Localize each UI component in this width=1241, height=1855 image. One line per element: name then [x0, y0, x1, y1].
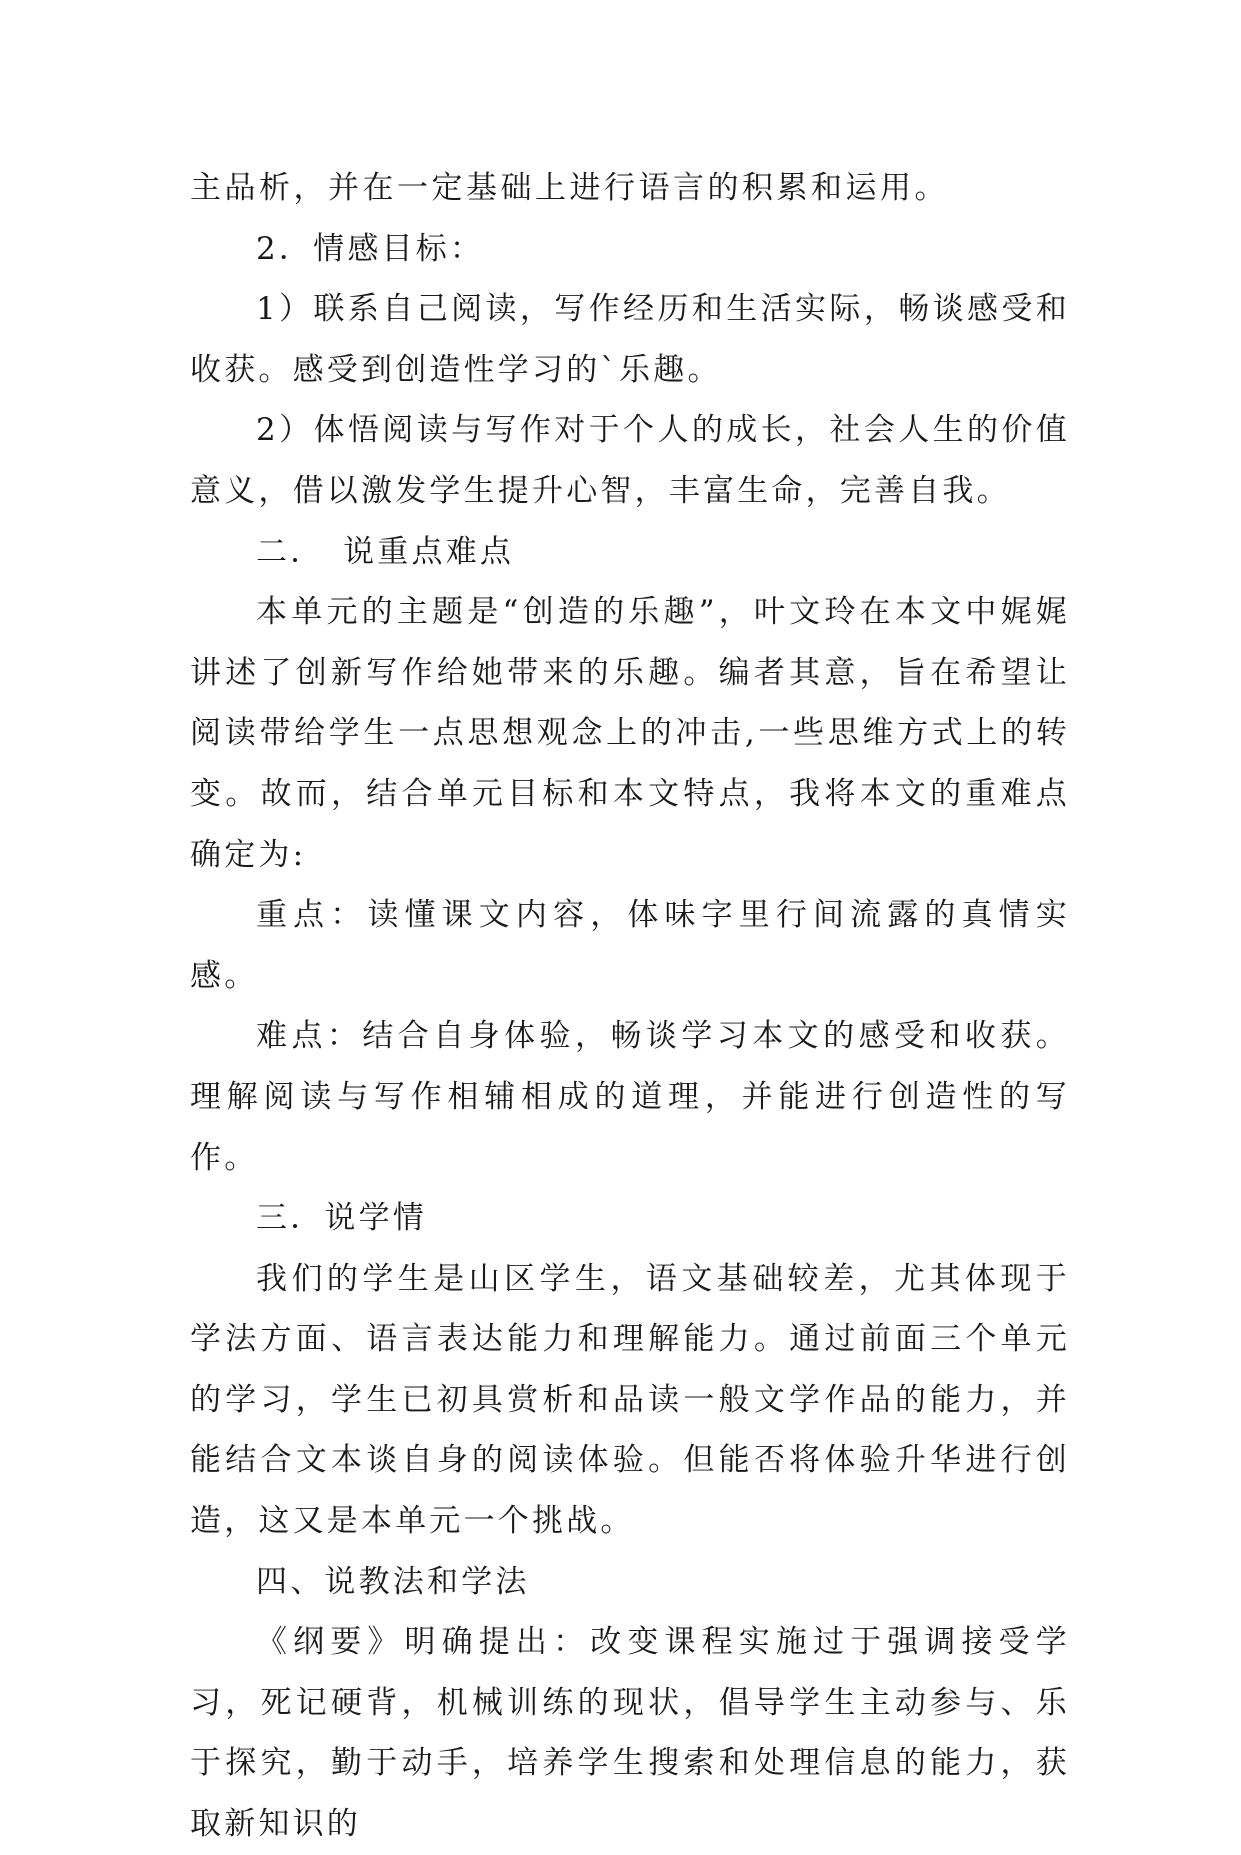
document-page [190, 158, 1070, 1855]
paragraph-goal-1: 1）联系自己阅读，写作经历和生活实际，畅谈感受和收获。感受到创造性学习的`乐趣。 [190, 291, 1070, 388]
paragraph-goal-2: 2）体悟阅读与写作对于个人的成长，社会人生的价值意义，借以激发学生提升心智，丰富生命，完善自我。 [190, 412, 1070, 509]
paragraph-unit-theme: 本单元的主题是“创造的乐趣”，叶文玲在本文中娓娓讲述了创新写作给她带来的乐趣。编者其意，旨在希望让阅读带给学生一点思想观念上的冲击,一些思维方式上的转变。故而，结合单元目标和本文特点，我将本文的重难点确定为: [190, 594, 1070, 873]
heading-emotion-goal: 2．情感目标： [256, 230, 485, 267]
heading-key-difficult-points: 二． 说重点难点 [256, 533, 515, 570]
paragraph-student-situation: 我们的学生是山区学生，语文基础较差，尤其体现于学法方面、语言表达能力和理解能力。通过前面三个单元的学习，学生已初具赏析和品读一般文学作品的能力，并能结合文本谈自身的阅读体验。但能否将体验升华进行创造，这又是本单元一个挑战。 [190, 1260, 1070, 1540]
heading-teaching-methods: 四、说教法和学法 [256, 1563, 530, 1600]
paragraph-difficult-point: 难点：结合自身体验，畅谈学习本文的感受和收获。理解阅读与写作相辅相成的道理，并能进行创造性的写作。 [190, 1018, 1070, 1176]
heading-student-situation: 三．说学情 [256, 1200, 427, 1237]
paragraph-key-point: 重点：读懂课文内容，体味字里行间流露的真情实感。 [190, 897, 1070, 994]
paragraph-outline: 《纲要》明确提出：改变课程实施过于强调接受学习，死记硬背，机械训练的现状，倡导学生主动参与、乐于探究，勤于动手，培养学生搜索和处理信息的能力，获取新知识的 [190, 1624, 1070, 1843]
paragraph-continuation: 主品析，并在一定基础上进行语言的积累和运用。 [190, 170, 949, 206]
